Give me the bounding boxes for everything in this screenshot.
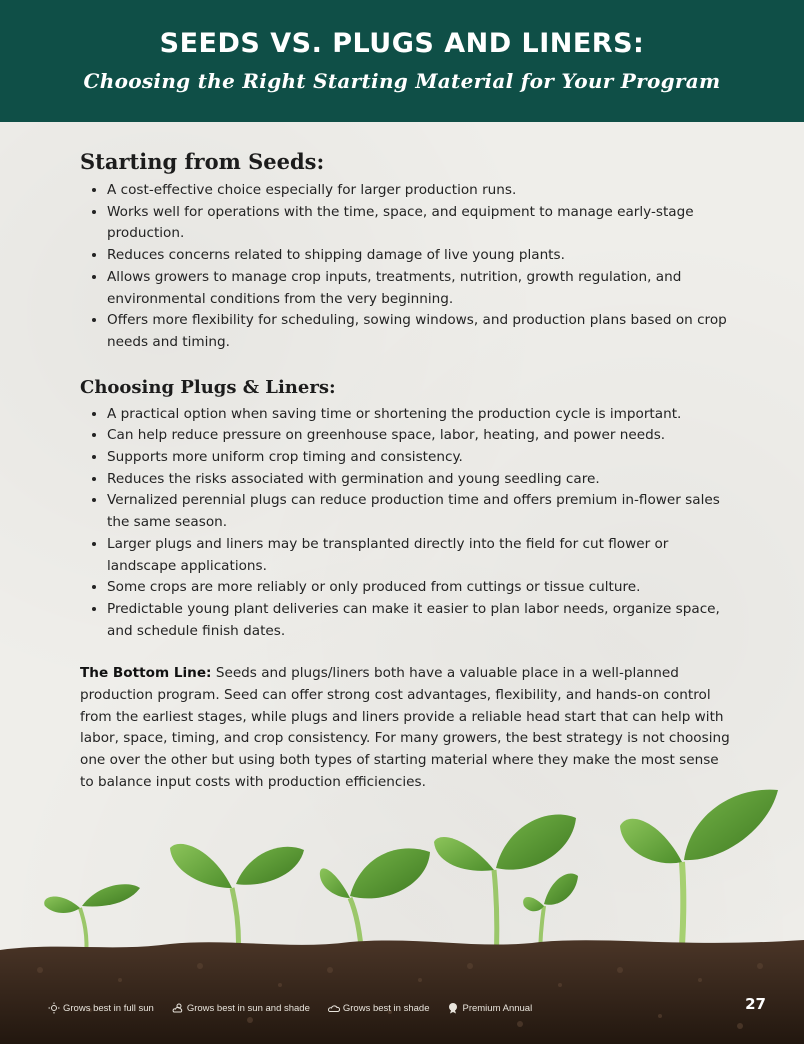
plugs-list-item: • Some crops are more reliably or only produced from cuttings or tissue culture. <box>107 577 730 599</box>
legend-premium <box>447 1002 532 1014</box>
legend-premium-label: Premium Annual <box>462 1002 533 1014</box>
seeds-list-item: • Reduces concerns related to shipping damage of live young plants. <box>107 245 730 267</box>
seeds-list <box>80 180 730 354</box>
legend-shade-label: Grows best in shade <box>342 1002 430 1014</box>
plugs-heading: Choosing Plugs & Liners: <box>80 376 336 398</box>
bottom-line-paragraph <box>80 663 730 793</box>
plugs-list <box>80 404 730 643</box>
sun-cloud-icon <box>172 1002 184 1014</box>
plant-legend <box>48 1000 532 1016</box>
plugs-list-item: • Reduces the risks associated with germination and young seedling care. <box>107 469 730 491</box>
soil-ground <box>0 940 804 1044</box>
sun-icon <box>48 1002 60 1014</box>
plugs-list-item: • Larger plugs and liners may be transplanted directly into the field for cut flower or landscape applications. <box>107 534 730 577</box>
bottom-line-label: The Bottom Line: <box>80 665 212 682</box>
legend-sun-shade-label: Grows best in sun and shade <box>186 1002 310 1014</box>
article-body <box>80 148 730 807</box>
legend-full-sun-label: Grows best in full sun <box>63 1002 154 1014</box>
seeds-list-item: • Offers more flexibility for scheduling, sowing windows, and production plans based on crop needs and timing. <box>107 310 730 353</box>
seedling-4 <box>434 815 578 962</box>
plugs-list-item: • A practical option when saving time or shortening the production cycle is important. <box>107 404 730 426</box>
bottom-line-text: Seeds and plugs/liners both have a valuable place in a well-planned production program. Seed can offer strong cost advantages, flexibility, and hands-on control from the earliest stages, while plugs and liners provide a reliable head start that can help with labor, space, timing, and crop consistency. For many growers, the best strategy is not choosing one over the other but using both types of starting material where they make the most sense to balance input costs with production efficiencies. <box>80 665 730 790</box>
seeds-list-item: • Works well for operations with the time, space, and equipment to manage early-stage production. <box>107 202 730 245</box>
plugs-list-item: • Predictable young plant deliveries can make it easier to plan labor needs, organize space, and schedule finish dates. <box>107 599 730 642</box>
page-header <box>0 0 804 122</box>
premium-badge-icon <box>447 1002 459 1014</box>
plugs-list-item: • Supports more uniform crop timing and consistency. <box>107 447 730 469</box>
page-number: 27 <box>745 995 766 1013</box>
legend-shade <box>328 1002 430 1014</box>
legend-full-sun <box>48 1002 154 1014</box>
plugs-list-item: • Can help reduce pressure on greenhouse space, labor, heating, and power needs. <box>107 425 730 447</box>
cloud-icon <box>328 1002 340 1014</box>
page-subtitle: Choosing the Right Starting Material for Your Program <box>83 69 721 93</box>
seeds-list-item: • A cost-effective choice especially for larger production runs. <box>107 180 730 202</box>
page-title: SEEDS VS. PLUGS AND LINERS: <box>159 28 645 59</box>
legend-sun-shade <box>172 1002 310 1014</box>
seeds-list-item: • Allows growers to manage crop inputs, treatments, nutrition, growth regulation, and environmental conditions from the very beginning. <box>107 267 730 310</box>
seedling-2 <box>170 844 304 960</box>
seeds-heading: Starting from Seeds: <box>80 149 325 174</box>
plugs-list-item: • Vernalized perennial plugs can reduce production time and offers premium in-flower sales the same season. <box>107 490 730 533</box>
